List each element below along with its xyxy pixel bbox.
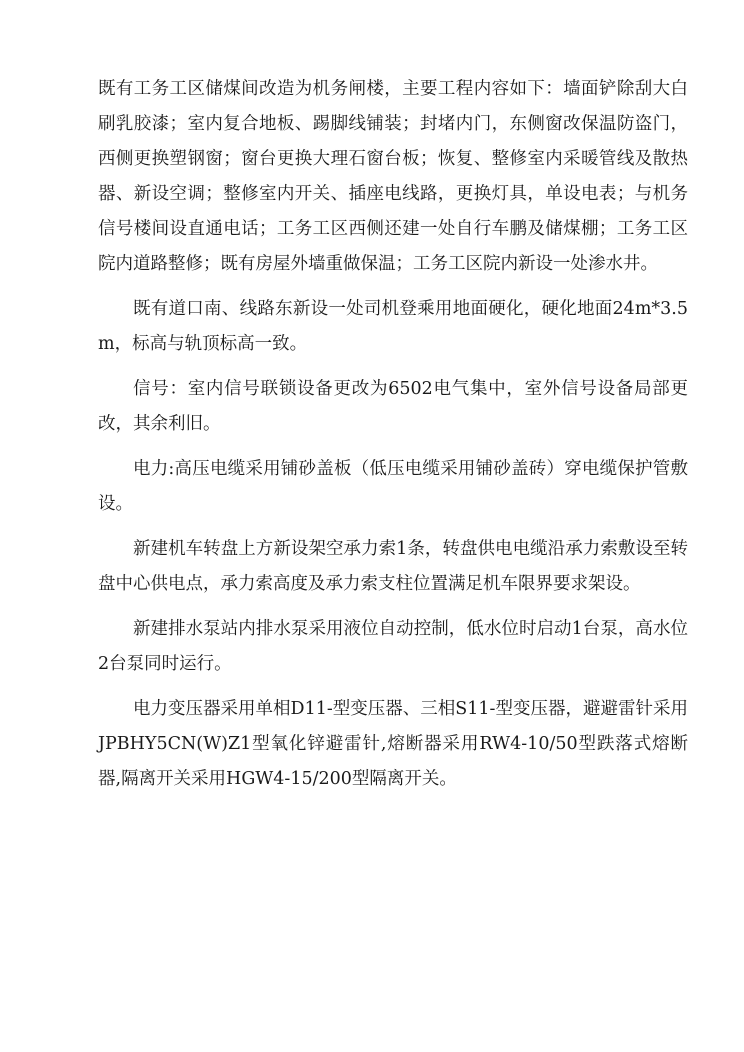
paragraph-power-cable: 电力:高压电缆采用铺砂盖板（低压电缆采用铺砂盖砖）穿电缆保护管敷设。 xyxy=(98,459,688,514)
paragraph-storage-renovation: 既有工务工区储煤间改造为机务闸楼，主要工程内容如下：墙面铲除刮大白刷乳胶漆；室内复合地板、踢脚线铺装；封堵内门，东侧窗改保温防盗门，西侧更换塑钢窗；窗台更换大理石窗台板；恢复、整修室内采暖管线及散热器、新设空调；整修室内开关、插座电线路，更换灯具，单设电表；与机务信号楼间设直通电话；工务工区西侧还建一处自行车鹏及储煤棚；工务工区院内道路整修；既有房屋外墙重做保温；工务工区院内新设一处渗水井。 xyxy=(98,79,688,274)
document-body xyxy=(98,72,688,807)
paragraph-signal: 信号：室内信号联锁设备更改为6502电气集中，室外信号设备局部更改，其余利旧。 xyxy=(98,379,688,434)
paragraph-transformer-equipment: 电力变压器采用单相D11-型变压器、三相S11-型变压器，避避雷针采用JPBHY5CN(W)Z1型氧化锌避雷针,熔断器采用RW4-10/50型跌落式熔断器,隔离开关采用HGW4-15/200型隔离开关。 xyxy=(98,699,688,789)
paragraph-drainage-pump: 新建排水泵站内排水泵采用液位自动控制，低水位时启动1台泵，高水位2台泵同时运行。 xyxy=(98,619,688,674)
paragraph-ground-hardening: 既有道口南、线路东新设一处司机登乘用地面硬化，硬化地面24m*3.5m，标高与轨顶标高一致。 xyxy=(98,299,688,354)
paragraph-turntable-catenary: 新建机车转盘上方新设架空承力索1条，转盘供电电缆沿承力索敷设至转盘中心供电点，承力索高度及承力索支柱位置满足机车限界要求架设。 xyxy=(98,539,688,594)
